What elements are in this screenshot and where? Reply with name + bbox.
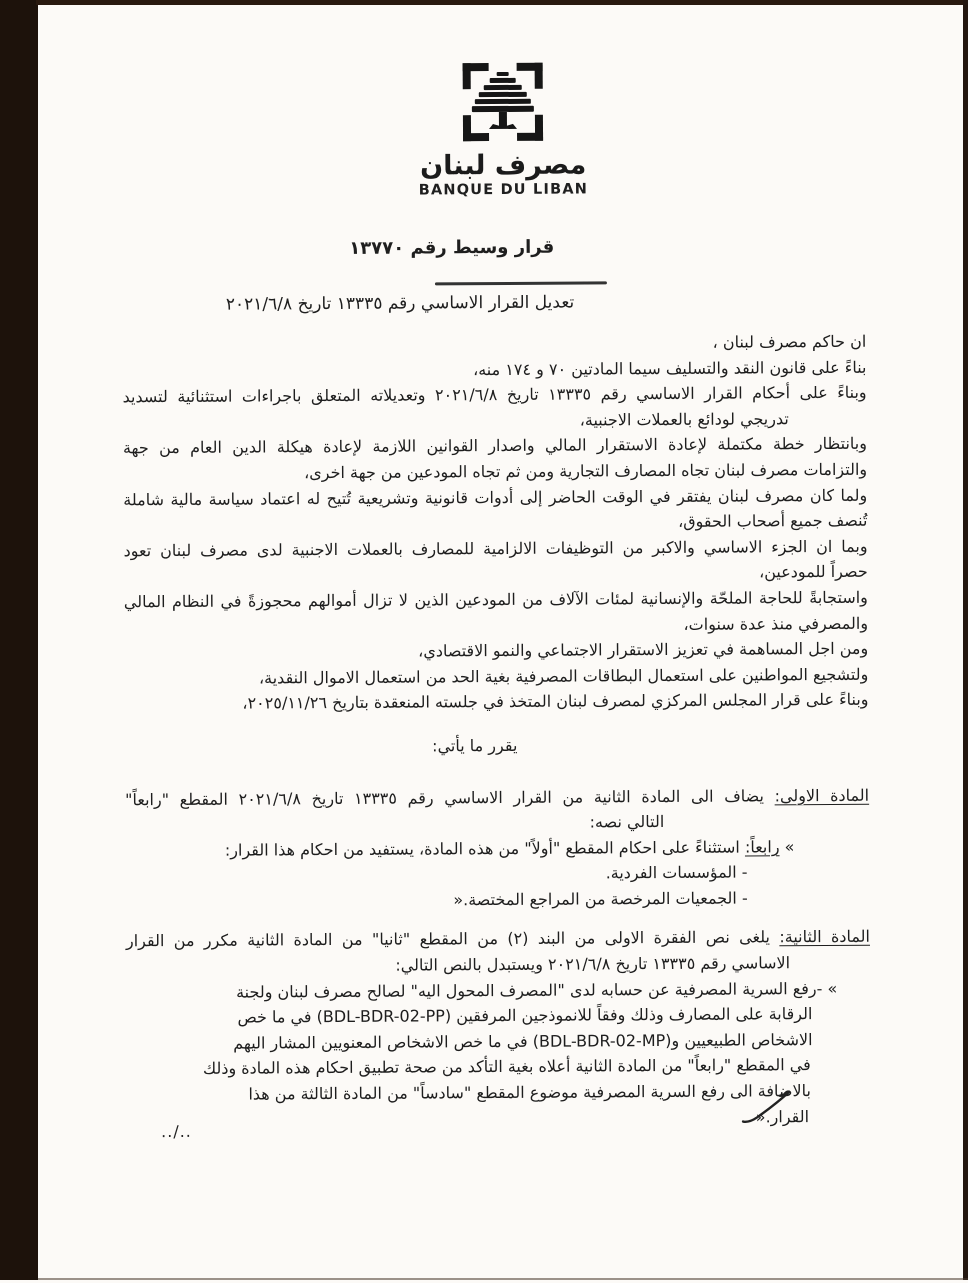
preamble-line: وبما ان الجزء الاساسي والاكبر من التوظيفات الالزامية للمصارف بالعملات الاجنبية لدى مصرف لبنان تعود [123, 536, 868, 561]
article-2-heading: المادة الثانية: [779, 927, 870, 947]
decision-title-row [0, 234, 966, 261]
article-2-line: الرقابة على المصارف وذلك وفقاً للانموذجين المرفقين (BDL-BDR-02-PP) في ما خص [237, 1004, 813, 1027]
preamble-line: تُنصف جميع أصحاب الحقوق، [678, 510, 868, 532]
preamble-line: ولما كان مصرف لبنان يفتقر في الوقت الحاضر إلى أدوات قانونية وتشريعية تُتيح له اعتماد سياسة مالية شاملة [123, 485, 868, 509]
bank-name-arabic: مصرف لبنان [420, 149, 587, 182]
preamble-line: ومن اجل المساهمة في تعزيز الاستقرار الاجتماعي والنمو الاقتصادي، [418, 638, 869, 661]
decision-subtitle: تعديل القرار الاساسي رقم ١٣٣٣٥ تاريخ ٢٠٢١/٦/٨ [225, 292, 575, 315]
article-2-line: القرار.« [755, 1106, 810, 1127]
continuation-mark: ../.. [161, 1121, 192, 1142]
article-2-line: الاساسي رقم ١٣٣٣٥ تاريخ ٢٠٢١/٦/٨ ويستبدل بالنص التالي: [395, 953, 791, 975]
document-body [122, 329, 871, 1134]
opening-guillemet: » [779, 836, 795, 856]
article-2-heading-rest: يلغى نص الفقرة الاولى من البند (٢) من المقطع "ثانيا" من المادة الثانية مكرر من القرار [125, 927, 780, 951]
decision-title: قرار وسيط رقم ١٣٧٧٠ [349, 236, 555, 259]
article-1-heading-rest: يضاف الى المادة الثانية من القرار الاساسي رقم ١٣٣٣٥ تاريخ ٢٠٢١/٦/٨ المقطع "رابعاً" [125, 785, 775, 809]
article-2-line: الاشخاص الطبيعيين و(BDL-BDR-02-MP) في ما خص الاشخاص المعنويين المشار اليهم [233, 1029, 813, 1053]
preamble-line: تدريجي لودائع بالعملات الاجنبية، [579, 409, 789, 430]
preamble-line: والمصرفي منذ عدة سنوات، [683, 613, 869, 634]
article-1-opening-line [125, 782, 869, 812]
preamble-line: والتزامات مصرف لبنان تجاه المصارف التجارية ومن ثم تجاه المودعين من جهة اخرى، [303, 459, 868, 483]
preamble-line: وبانتظار خطة مكتملة لإعادة الاستقرار المالي واصدار القوانين اللازمة لإعادة هيكلة الدين العام من جهة [122, 434, 867, 458]
article-2-line: في المقطع "رابعاً" من المادة الثانية أعلاه بغية التأكد من صحة تطبيق احكام هذه المادة وذلك [202, 1055, 811, 1079]
bank-name-latin: BANQUE DU LIBAN [418, 181, 589, 199]
cedar-tree-icon [458, 58, 549, 147]
preamble-line: وبناءً على أحكام القرار الاساسي رقم ١٣٣٣٥ تاريخ ٢٠٢١/٦/٨ وتعديلاته المتعلق باجراءات استثنائية لتسديد [122, 382, 867, 407]
list-item: - المؤسسات الفردية. [605, 862, 748, 883]
clause-fourth-rest: استثناءً على احكام المقطع "أولاً" من هذه المادة، يستفيد من احكام هذا القرار: [224, 837, 745, 860]
article-2-line: بالاضافة الى رفع السرية المصرفية موضوع المقطع "سادساً" من المادة الثالثة من هذا [248, 1081, 811, 1104]
preamble-line: وبناءً على قرار المجلس المركزي لمصرف لبنان المتخذ في جلسته المنعقدة بتاريخ ٢٠٢٥/١١/٢٦، [242, 690, 869, 713]
article-1-heading: المادة الاولى: [774, 785, 870, 805]
bdl-logo [293, 57, 714, 201]
handwritten-mark [738, 1084, 804, 1128]
list-item: - الجمعيات المرخصة من المراجع المختصة.« [453, 888, 748, 910]
article-1-intro-tail: التالي نصه: [589, 812, 665, 832]
preamble-line: بناءً على قانون النقد والتسليف سيما المادتين ٧٠ و ١٧٤ منه، [472, 357, 867, 379]
preamble-line: ان حاكم مصرف لبنان ، [712, 331, 867, 352]
preamble-line: واستجابةً للحاجة الملحّة والإنسانية لمئات الآلاف من المودعين الذين لا تزال أموالهم محجوزةً في النظام المالي [123, 587, 868, 612]
title-underline-rule [435, 281, 607, 285]
decision-subtitle-row [0, 290, 966, 316]
clause-fourth-heading: رابعاً: [744, 836, 780, 857]
preamble-line: ولتشجيع المواطنين على استعمال البطاقات المصرفية بغية الحد من استعمال الاموال النقدية، [258, 664, 869, 688]
preamble-line: حصراً للمودعين، [758, 562, 868, 582]
article-2-line: » -رفع السرية المصرفية عن حسابه لدى "المصرف المحول اليه" لصالح مصرف لبنان ولجنة [235, 978, 838, 1002]
decree-clause: يقرر ما يأتي: [432, 735, 518, 756]
